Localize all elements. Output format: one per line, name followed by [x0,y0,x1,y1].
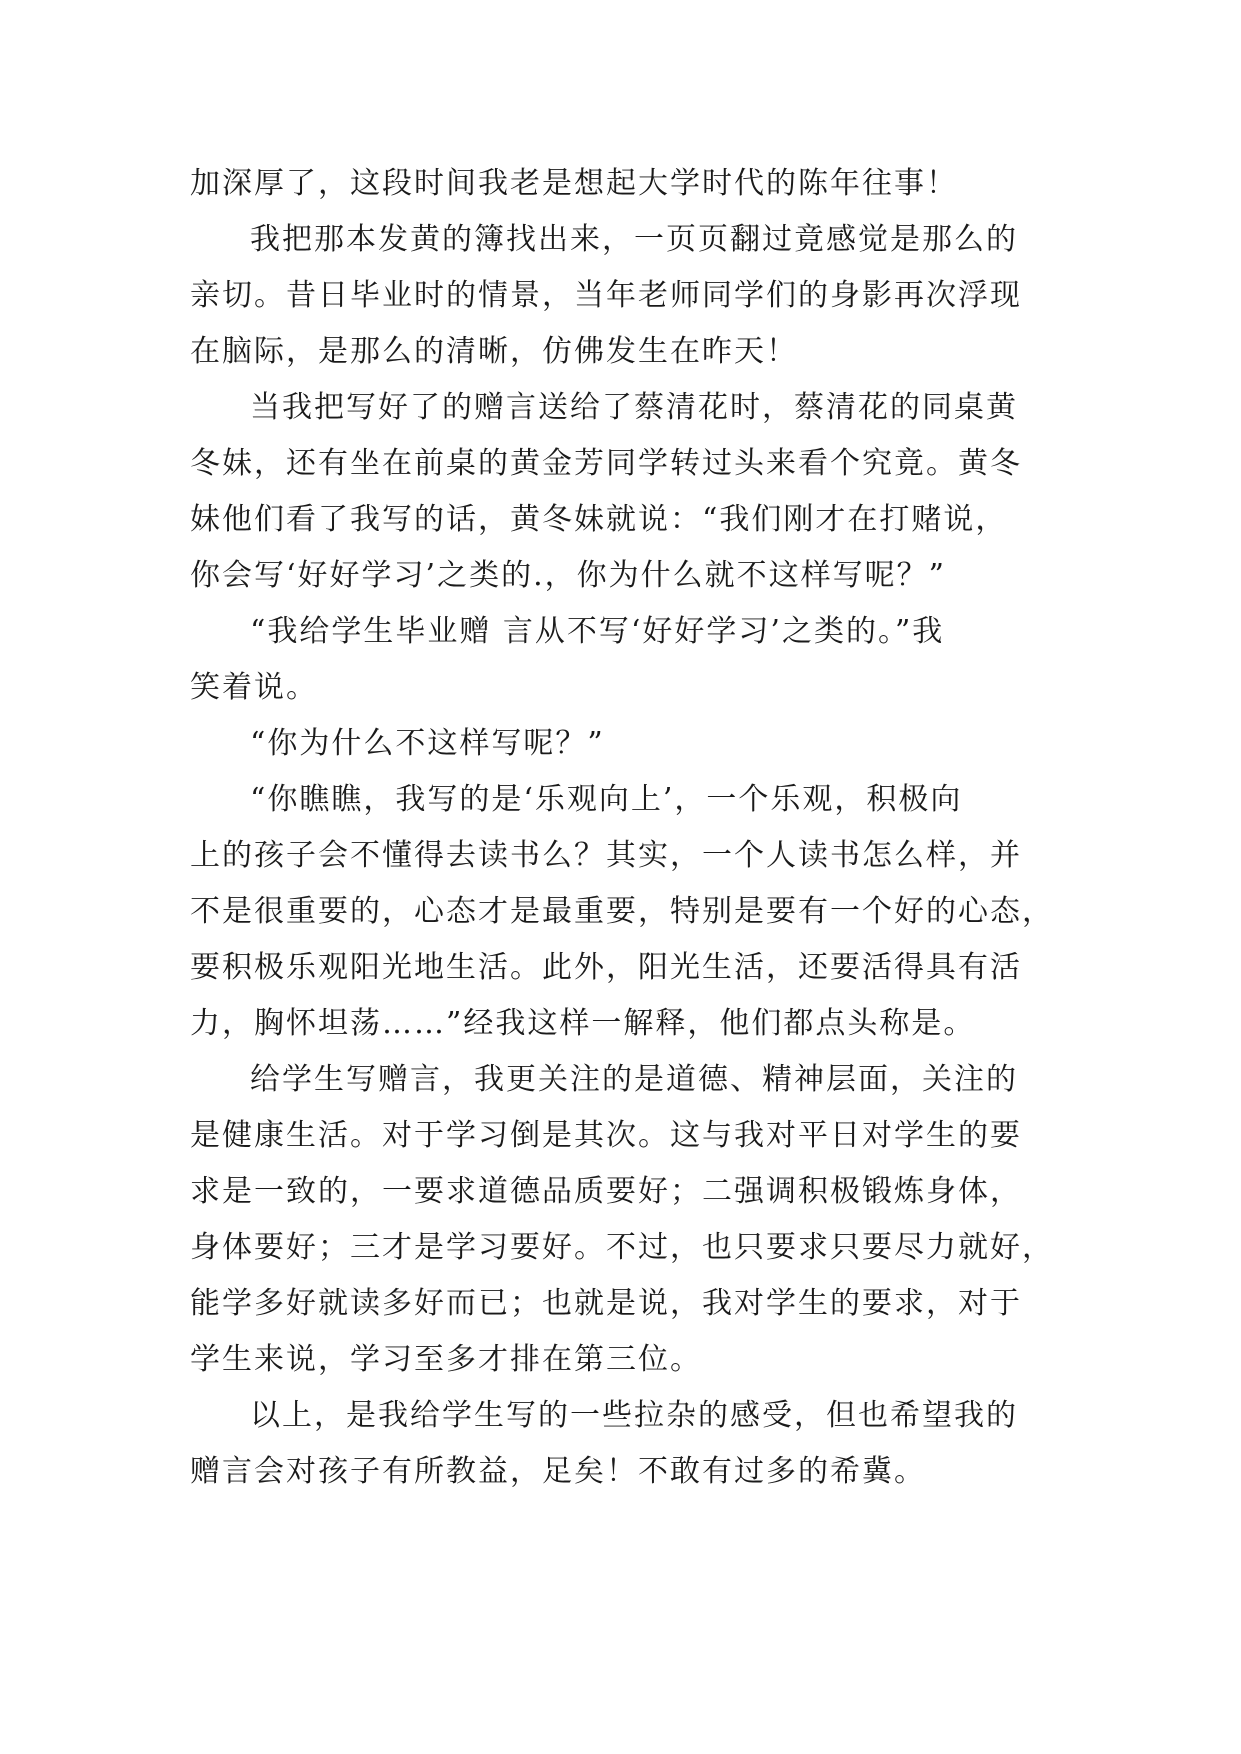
text-line: 学生来说，学习至多才排在第三位。 [190,1342,702,1377]
text-line: 上的孩子会不懂得去读书么？其实，一个人读书怎么样，并 [190,838,1022,873]
text-line: 身体要好；三才是学习要好。不过，也只要求只要尽力就好， [190,1230,1054,1265]
text-line: 赠言会对孩子有所教益，足矣！不敢有过多的希冀。 [190,1454,926,1489]
text-line: 是健康生活。对于学习倒是其次。这与我对平日对学生的要 [190,1118,1022,1153]
paragraph-start-line: 我把那本发黄的簿找出来，一页页翻过竟感觉是那么的 [250,222,1018,257]
paragraph-start-line: 给学生写赠言，我更关注的是道德、精神层面，关注的 [250,1062,1018,1097]
paragraph-start-line: “你为什么不这样写呢？” [250,726,605,761]
paragraph-start-line: 当我把写好了的赠言送给了蔡清花时，蔡清花的同桌黄 [250,390,1018,425]
text-line: 妹他们看了我写的话，黄冬妹就说：“我们刚才在打赌说， [190,502,1008,537]
text-line: 力，胸怀坦荡……”经我这样一解释，他们都点头称是。 [190,1006,976,1041]
paragraph-start-line: 以上，是我给学生写的一些拉杂的感受，但也希望我的 [250,1398,1018,1433]
text-line: 冬妹，还有坐在前桌的黄金芳同学转过头来看个究竟。黄冬 [190,446,1022,481]
text-line: 要积极乐观阳光地生活。此外，阳光生活，还要活得具有活 [190,950,1022,985]
text-line: 加深厚了，这段时间我老是想起大学时代的陈年往事！ [190,166,958,201]
text-line: 求是一致的，一要求道德品质要好；二强调积极锻炼身体， [190,1174,1022,1209]
text-line: 笑着说。 [190,670,318,705]
text-line: 你会写‘好好学习’之类的.，你为什么就不这样写呢？” [190,558,946,593]
text-line: 亲切。昔日毕业时的情景，当年老师同学们的身影再次浮现 [190,278,1022,313]
text-line: 不是很重要的，心态才是最重要，特别是要有一个好的心态， [190,894,1054,929]
paragraph-start-line: “我给学生毕业赠 言从不写‘好好学习’之类的。”我 [250,614,945,649]
document-body [190,156,1054,1500]
text-line: 在脑际，是那么的清晰，仿佛发生在昨天！ [190,334,798,369]
paragraph-start-line: “你瞧瞧，我写的是‘乐观向上’，一个乐观，积极向 [250,782,963,817]
text-line: 能学多好就读多好而已；也就是说，我对学生的要求，对于 [190,1286,1022,1321]
